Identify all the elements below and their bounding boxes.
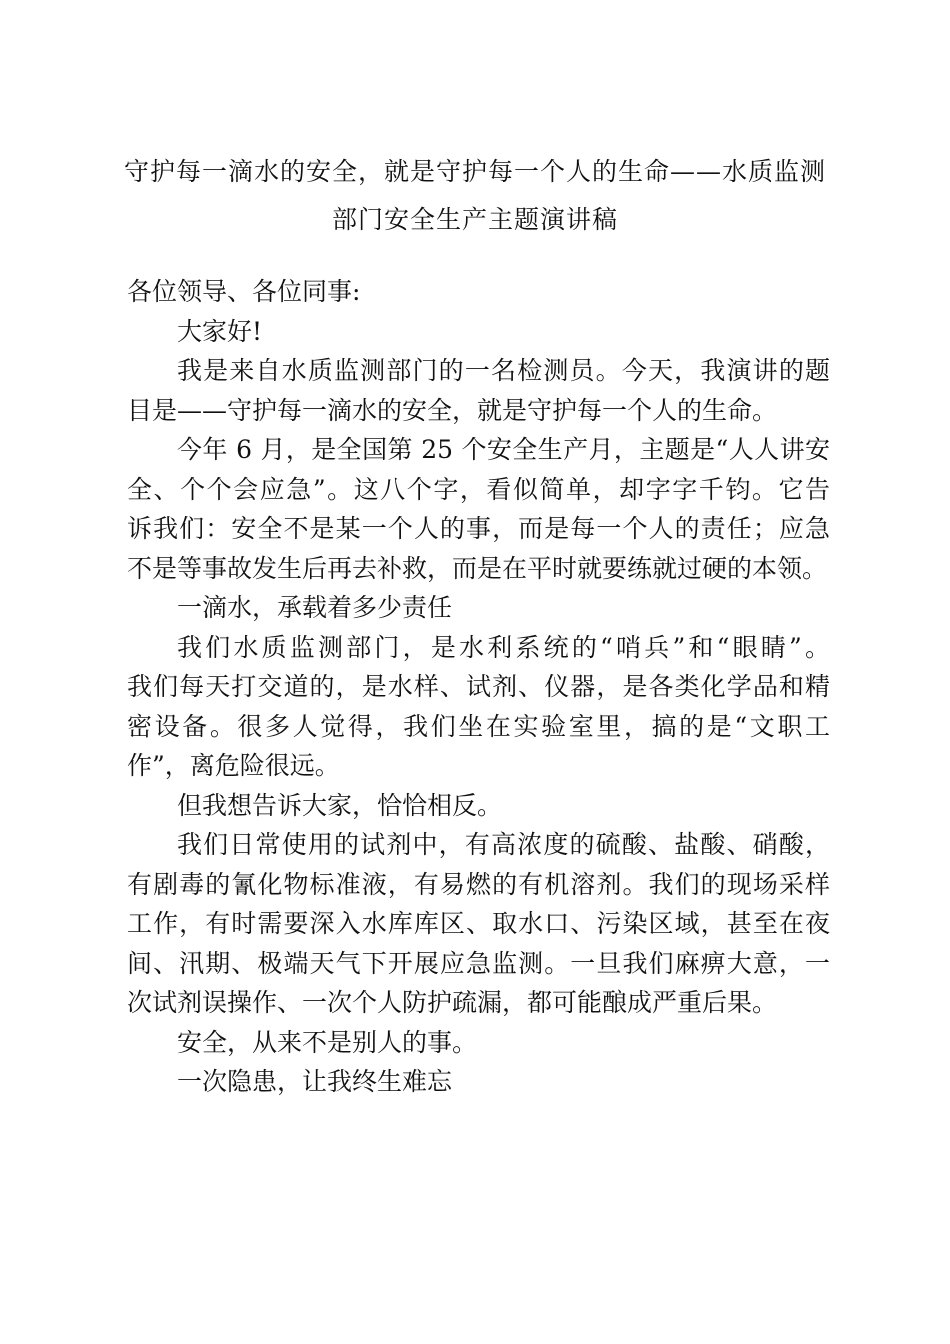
paragraph-line: 但我想告诉大家，恰恰相反。	[177, 790, 503, 820]
paragraph-line: 全、个个会应急”。这八个字，看似简单，却字字千钧。它告	[127, 474, 830, 504]
paragraph	[127, 351, 830, 430]
paragraph	[127, 825, 830, 1023]
paragraph-line: 今年 6 月，是全国第 25 个安全生产月，主题是“人人讲安	[177, 435, 830, 464]
section-heading	[127, 588, 830, 628]
section-heading	[127, 1062, 830, 1102]
title-line-1: 守护每一滴水的安全，就是守护每一个人的生命——水质监测	[123, 157, 826, 186]
paragraph	[127, 430, 830, 588]
section-heading-text: 一滴水，承载着多少责任	[177, 593, 453, 622]
paragraph	[127, 1023, 830, 1063]
paragraph-line: 工作，有时需要深入水库库区、取水口、污染区域，甚至在夜	[127, 909, 830, 938]
paragraph-line: 间、汛期、极端天气下开展应急监测。一旦我们麻痹大意，一	[127, 948, 830, 978]
paragraph-line: 密设备。很多人觉得，我们坐在实验室里，搞的是“文职工	[127, 711, 830, 741]
paragraph-line: 安全，从来不是别人的事。	[177, 1027, 478, 1057]
paragraph	[127, 786, 830, 826]
paragraph-line: 我们日常使用的试剂中，有高浓度的硫酸、盐酸、硝酸，	[177, 830, 830, 859]
paragraph-line: 目是——守护每一滴水的安全，就是守护每一个人的生命。	[127, 395, 778, 425]
greeting	[127, 312, 830, 352]
document-body	[127, 272, 830, 1102]
paragraph-line: 我是来自水质监测部门的一名检测员。今天，我演讲的题	[177, 356, 830, 385]
paragraph-line: 作”，离危险很远。	[127, 751, 340, 780]
document-title	[120, 148, 830, 244]
salutation-text: 各位领导、各位同事:	[127, 277, 361, 306]
title-line-2: 部门安全生产主题演讲稿	[331, 205, 618, 234]
paragraph-line: 诉我们：安全不是某一个人的事，而是每一个人的责任；应急	[127, 514, 830, 543]
salutation	[127, 272, 830, 312]
paragraph	[127, 628, 830, 786]
paragraph-line: 次试剂误操作、一次个人防护疏漏，都可能酿成严重后果。	[127, 988, 778, 1017]
greeting-text: 大家好!	[177, 316, 263, 346]
paragraph-line: 我们水质监测部门，是水利系统的“哨兵”和“眼睛”。	[177, 632, 830, 662]
paragraph-line: 不是等事故发生后再去补救，而是在平时就要练就过硬的本领。	[127, 553, 828, 583]
paragraph-line: 我们每天打交道的，是水样、试剂、仪器，是各类化学品和精	[127, 672, 830, 701]
section-heading-text: 一次隐患，让我终生难忘	[177, 1067, 453, 1096]
paragraph-line: 有剧毒的氰化物标准液，有易燃的有机溶剂。我们的现场采样	[127, 869, 830, 899]
